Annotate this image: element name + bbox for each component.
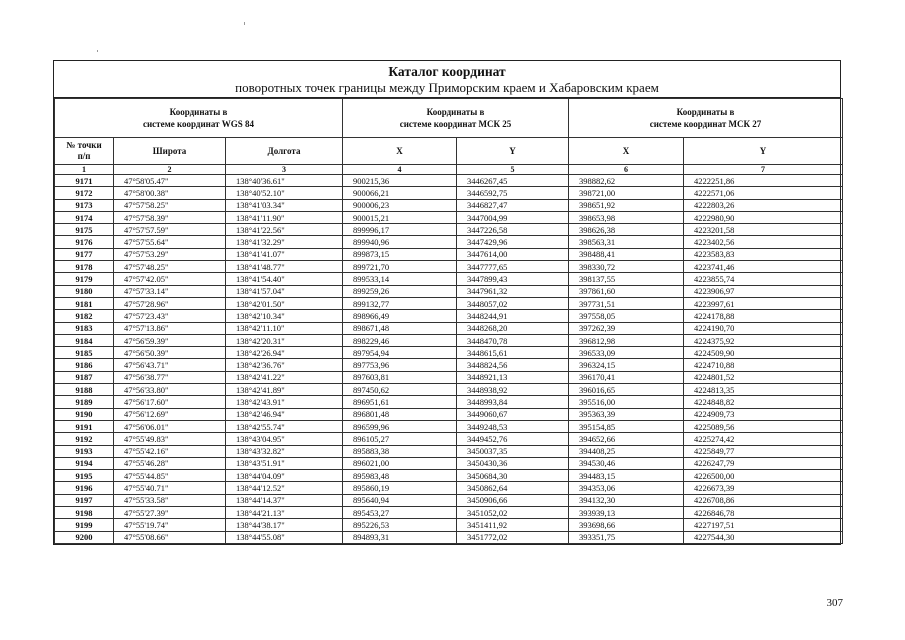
system-wgs84-line1: Координаты в [169,107,228,117]
cell-x-msk25: 900066,21 [343,187,457,199]
cell-x-msk27: 394408,25 [569,445,684,457]
cell-point-number: 9178 [55,261,114,273]
cell-y-msk27: 4224375,92 [684,334,843,346]
cell-y-msk27: 4223402,56 [684,236,843,248]
cell-longitude: 138°41'41.07" [226,248,343,260]
cell-x-msk27: 397731,51 [569,297,684,309]
cell-point-number: 9171 [55,175,114,187]
page-title: Каталог координат [388,64,506,79]
cell-point-number: 9194 [55,457,114,469]
system-msk27-line2: системе координат МСК 27 [649,119,762,129]
cell-y-msk27: 4222251,86 [684,175,843,187]
cell-latitude: 47°55'27.39" [114,507,226,519]
cell-longitude: 138°43'32.82" [226,445,343,457]
cell-longitude: 138°40'36.61" [226,175,343,187]
column-header-y-msk27: Y [684,138,843,165]
cell-x-msk25: 896951,61 [343,396,457,408]
cell-y-msk27: 4227197,51 [684,519,843,531]
cell-y-msk25: 3446827,47 [457,199,569,211]
cell-x-msk27: 393351,75 [569,531,684,543]
cell-y-msk25: 3448268,20 [457,322,569,334]
column-number: 4 [343,165,457,175]
table-row [55,211,843,223]
table-row [55,433,843,445]
cell-point-number: 9184 [55,334,114,346]
table-row [55,248,843,260]
cell-x-msk27: 394530,46 [569,457,684,469]
cell-y-msk27: 4225849,77 [684,445,843,457]
cell-y-msk25: 3448993,84 [457,396,569,408]
cell-longitude: 138°41'22.56" [226,224,343,236]
cell-y-msk27: 4227544,30 [684,531,843,543]
cell-y-msk27: 4223741,46 [684,261,843,273]
table-row [55,519,843,531]
cell-point-number: 9190 [55,408,114,420]
cell-y-msk27: 4225274,42 [684,433,843,445]
coordinate-catalog-table [53,60,841,545]
system-msk25 [343,99,569,138]
system-wgs84 [55,99,343,138]
cell-point-number: 9172 [55,187,114,199]
cell-longitude: 138°42'55.74" [226,420,343,432]
cell-x-msk25: 894893,31 [343,531,457,543]
cell-y-msk27: 4226846,78 [684,507,843,519]
cell-y-msk27: 4222571,06 [684,187,843,199]
cell-latitude: 47°56'17.60" [114,396,226,408]
cell-y-msk25: 3450684,30 [457,470,569,482]
cell-x-msk27: 398882,62 [569,175,684,187]
column-numbers-row [55,165,843,175]
cell-latitude: 47°57'23.43" [114,310,226,322]
cell-x-msk27: 397558,05 [569,310,684,322]
cell-y-msk27: 4224509,90 [684,347,843,359]
cell-longitude: 138°44'55.08" [226,531,343,543]
cell-y-msk27: 4222803,26 [684,199,843,211]
cell-longitude: 138°42'46.94" [226,408,343,420]
column-number: 1 [55,165,114,175]
cell-longitude: 138°41'54.40" [226,273,343,285]
column-headers [55,138,843,165]
cell-latitude: 47°57'48.25" [114,261,226,273]
cell-longitude: 138°41'48.77" [226,261,343,273]
cell-y-msk25: 3451411,92 [457,519,569,531]
cell-x-msk25: 896105,27 [343,433,457,445]
system-msk27 [569,99,843,138]
cell-point-number: 9189 [55,396,114,408]
table-row [55,273,843,285]
column-header-latitude: Широта [114,138,226,165]
cell-y-msk27: 4226708,86 [684,494,843,506]
cell-point-number: 9188 [55,384,114,396]
cell-point-number: 9193 [55,445,114,457]
cell-x-msk27: 396016,65 [569,384,684,396]
cell-x-msk27: 396324,15 [569,359,684,371]
column-number: 6 [569,165,684,175]
cell-y-msk25: 3448470,78 [457,334,569,346]
table-row [55,347,843,359]
table-row [55,261,843,273]
cell-x-msk27: 397262,39 [569,322,684,334]
cell-x-msk25: 898229,46 [343,334,457,346]
table-row [55,482,843,494]
cell-y-msk25: 3448615,61 [457,347,569,359]
cell-latitude: 47°56'59.39" [114,334,226,346]
cell-longitude: 138°44'04.09" [226,470,343,482]
table-row [55,224,843,236]
cell-latitude: 47°55'42.16" [114,445,226,457]
cell-y-msk25: 3450037,35 [457,445,569,457]
cell-latitude: 47°55'08.66" [114,531,226,543]
cell-x-msk25: 900006,23 [343,199,457,211]
cell-y-msk25: 3447429,96 [457,236,569,248]
cell-x-msk27: 393939,13 [569,507,684,519]
cell-longitude: 138°44'12.52" [226,482,343,494]
cell-point-number: 9187 [55,371,114,383]
cell-latitude: 47°58'05.47" [114,175,226,187]
cell-y-msk25: 3451052,02 [457,507,569,519]
cell-longitude: 138°42'41.89" [226,384,343,396]
cell-y-msk25: 3450906,66 [457,494,569,506]
cell-x-msk27: 398488,41 [569,248,684,260]
cell-latitude: 47°57'57.59" [114,224,226,236]
table-row [55,470,843,482]
cell-x-msk25: 895883,38 [343,445,457,457]
cell-x-msk25: 900015,21 [343,211,457,223]
table-row [55,396,843,408]
cell-y-msk25: 3449248,53 [457,420,569,432]
cell-point-number: 9179 [55,273,114,285]
cell-longitude: 138°42'10.34" [226,310,343,322]
cell-x-msk27: 394132,30 [569,494,684,506]
cell-longitude: 138°42'26.94" [226,347,343,359]
cell-y-msk25: 3448938,92 [457,384,569,396]
cell-y-msk27: 4223906,97 [684,285,843,297]
title-block [54,61,840,98]
table-row [55,175,843,187]
cell-longitude: 138°44'14.37" [226,494,343,506]
column-number: 7 [684,165,843,175]
cell-y-msk25: 3447004,99 [457,211,569,223]
table-row [55,199,843,211]
cell-point-number: 9176 [55,236,114,248]
cell-latitude: 47°57'55.64" [114,236,226,248]
cell-y-msk25: 3447226,58 [457,224,569,236]
table-row [55,236,843,248]
cell-x-msk27: 398137,55 [569,273,684,285]
table-row [55,531,843,543]
cell-x-msk27: 393698,66 [569,519,684,531]
table-row [55,322,843,334]
table-row [55,334,843,346]
cell-latitude: 47°56'38.77" [114,371,226,383]
table-row [55,445,843,457]
cell-point-number: 9196 [55,482,114,494]
cell-x-msk27: 398651,92 [569,199,684,211]
cell-latitude: 47°56'06.01" [114,420,226,432]
cell-x-msk25: 897450,62 [343,384,457,396]
cell-x-msk27: 396170,41 [569,371,684,383]
cell-y-msk25: 3449060,67 [457,408,569,420]
table-row [55,187,843,199]
column-header-y-msk25: Y [457,138,569,165]
column-number: 2 [114,165,226,175]
column-header-longitude: Долгота [226,138,343,165]
cell-latitude: 47°57'33.14" [114,285,226,297]
cell-y-msk25: 3448921,13 [457,371,569,383]
cell-longitude: 138°42'41.22" [226,371,343,383]
cell-point-number: 9185 [55,347,114,359]
cell-x-msk25: 898671,48 [343,322,457,334]
cell-y-msk25: 3447899,43 [457,273,569,285]
cell-y-msk25: 3450430,36 [457,457,569,469]
column-header-point-line1: № точки [66,140,102,150]
column-header-point-line2: п/п [77,151,91,161]
cell-longitude: 138°43'04.95" [226,433,343,445]
cell-point-number: 9174 [55,211,114,223]
cell-latitude: 47°55'44.85" [114,470,226,482]
cell-longitude: 138°40'52.10" [226,187,343,199]
cell-x-msk27: 394483,15 [569,470,684,482]
cell-point-number: 9192 [55,433,114,445]
cell-latitude: 47°57'58.25" [114,199,226,211]
column-header-point [55,138,114,165]
cell-x-msk27: 398721,00 [569,187,684,199]
cell-y-msk25: 3448824,56 [457,359,569,371]
cell-x-msk25: 896021,00 [343,457,457,469]
cell-y-msk27: 4224710,88 [684,359,843,371]
cell-x-msk27: 396812,98 [569,334,684,346]
table-row [55,384,843,396]
cell-x-msk27: 394353,06 [569,482,684,494]
cell-longitude: 138°43'51.91" [226,457,343,469]
cell-x-msk27: 398653,98 [569,211,684,223]
cell-y-msk27: 4223997,61 [684,297,843,309]
cell-point-number: 9198 [55,507,114,519]
table-row [55,285,843,297]
cell-y-msk25: 3446267,45 [457,175,569,187]
cell-longitude: 138°42'20.31" [226,334,343,346]
cell-y-msk25: 3447614,00 [457,248,569,260]
cell-y-msk25: 3448244,91 [457,310,569,322]
cell-point-number: 9181 [55,297,114,309]
coordinate-systems-header [55,99,843,138]
cell-point-number: 9173 [55,199,114,211]
cell-longitude: 138°41'03.34" [226,199,343,211]
cell-point-number: 9177 [55,248,114,260]
system-msk25-line2: системе координат МСК 25 [399,119,512,129]
system-wgs84-line2: системе координат WGS 84 [142,119,255,129]
scan-mark-left [97,50,98,52]
cell-x-msk25: 897753,96 [343,359,457,371]
cell-point-number: 9175 [55,224,114,236]
cell-x-msk27: 394652,66 [569,433,684,445]
cell-x-msk27: 395154,85 [569,420,684,432]
cell-point-number: 9197 [55,494,114,506]
cell-latitude: 47°56'50.39" [114,347,226,359]
cell-x-msk25: 896599,96 [343,420,457,432]
cell-y-msk27: 4223201,58 [684,224,843,236]
cell-point-number: 9183 [55,322,114,334]
cell-x-msk25: 897603,81 [343,371,457,383]
cell-y-msk27: 4226500,00 [684,470,843,482]
cell-longitude: 138°42'43.91" [226,396,343,408]
cell-x-msk27: 398563,31 [569,236,684,248]
cell-point-number: 9182 [55,310,114,322]
cell-latitude: 47°57'28.96" [114,297,226,309]
cell-y-msk27: 4226673,39 [684,482,843,494]
cell-longitude: 138°41'11.90" [226,211,343,223]
column-number: 5 [457,165,569,175]
cell-longitude: 138°44'38.17" [226,519,343,531]
cell-x-msk25: 899533,14 [343,273,457,285]
cell-latitude: 47°56'12.69" [114,408,226,420]
table-row [55,310,843,322]
cell-latitude: 47°56'43.71" [114,359,226,371]
cell-x-msk25: 899996,17 [343,224,457,236]
cell-x-msk25: 899721,70 [343,261,457,273]
cell-x-msk25: 897954,94 [343,347,457,359]
cell-x-msk25: 896801,48 [343,408,457,420]
table-body [55,175,843,544]
scan-mark-top [244,22,245,25]
cell-latitude: 47°55'49.83" [114,433,226,445]
table-row [55,297,843,309]
cell-latitude: 47°57'42.05" [114,273,226,285]
table-row [55,494,843,506]
column-header-x-msk27: X [569,138,684,165]
cell-y-msk27: 4225089,56 [684,420,843,432]
cell-longitude: 138°42'01.50" [226,297,343,309]
cell-x-msk25: 895226,53 [343,519,457,531]
cell-y-msk25: 3447777,65 [457,261,569,273]
cell-latitude: 47°55'19.74" [114,519,226,531]
cell-x-msk25: 895983,48 [343,470,457,482]
cell-y-msk25: 3447961,32 [457,285,569,297]
cell-x-msk25: 899132,77 [343,297,457,309]
column-header-x-msk25: X [343,138,457,165]
cell-longitude: 138°41'57.04" [226,285,343,297]
cell-y-msk27: 4223583,83 [684,248,843,260]
cell-y-msk27: 4224801,52 [684,371,843,383]
system-msk25-line1: Координаты в [426,107,485,117]
table-row [55,408,843,420]
cell-y-msk25: 3449452,76 [457,433,569,445]
cell-y-msk25: 3446592,75 [457,187,569,199]
cell-longitude: 138°41'32.29" [226,236,343,248]
cell-latitude: 47°57'53.29" [114,248,226,260]
cell-latitude: 47°58'00.38" [114,187,226,199]
cell-y-msk27: 4223855,74 [684,273,843,285]
table-row [55,507,843,519]
cell-x-msk27: 397861,60 [569,285,684,297]
cell-point-number: 9191 [55,420,114,432]
cell-longitude: 138°44'21.13" [226,507,343,519]
cell-latitude: 47°57'13.86" [114,322,226,334]
cell-x-msk27: 395363,39 [569,408,684,420]
cell-x-msk25: 895453,27 [343,507,457,519]
cell-latitude: 47°57'58.39" [114,211,226,223]
cell-y-msk27: 4224909,73 [684,408,843,420]
cell-point-number: 9186 [55,359,114,371]
page-subtitle: поворотных точек границы между Приморским краем и Хабаровским краем [235,80,659,95]
cell-y-msk27: 4224813,35 [684,384,843,396]
cell-y-msk27: 4224848,82 [684,396,843,408]
cell-point-number: 9195 [55,470,114,482]
column-number: 3 [226,165,343,175]
cell-x-msk25: 895860,19 [343,482,457,494]
cell-x-msk27: 395516,00 [569,396,684,408]
system-msk27-line1: Координаты в [676,107,735,117]
table-row [55,371,843,383]
table-row [55,457,843,469]
cell-longitude: 138°42'11.10" [226,322,343,334]
cell-x-msk25: 898966,49 [343,310,457,322]
page-number: 307 [826,597,843,609]
cell-x-msk27: 398626,38 [569,224,684,236]
cell-x-msk27: 396533,09 [569,347,684,359]
cell-point-number: 9199 [55,519,114,531]
cell-y-msk27: 4222980,90 [684,211,843,223]
cell-x-msk25: 895640,94 [343,494,457,506]
cell-x-msk25: 899873,15 [343,248,457,260]
cell-longitude: 138°42'36.76" [226,359,343,371]
table-row [55,359,843,371]
cell-x-msk25: 900215,36 [343,175,457,187]
coordinates-table [54,98,843,544]
cell-y-msk25: 3448057,02 [457,297,569,309]
cell-y-msk25: 3451772,02 [457,531,569,543]
cell-point-number: 9200 [55,531,114,543]
cell-latitude: 47°55'46.28" [114,457,226,469]
cell-x-msk25: 899940,96 [343,236,457,248]
cell-latitude: 47°56'33.80" [114,384,226,396]
cell-y-msk27: 4224190,70 [684,322,843,334]
cell-y-msk27: 4226247,79 [684,457,843,469]
table-row [55,420,843,432]
cell-x-msk27: 398330,72 [569,261,684,273]
cell-point-number: 9180 [55,285,114,297]
cell-latitude: 47°55'40.71" [114,482,226,494]
cell-latitude: 47°55'33.58" [114,494,226,506]
cell-y-msk25: 3450862,64 [457,482,569,494]
cell-x-msk25: 899259,26 [343,285,457,297]
cell-y-msk27: 4224178,88 [684,310,843,322]
